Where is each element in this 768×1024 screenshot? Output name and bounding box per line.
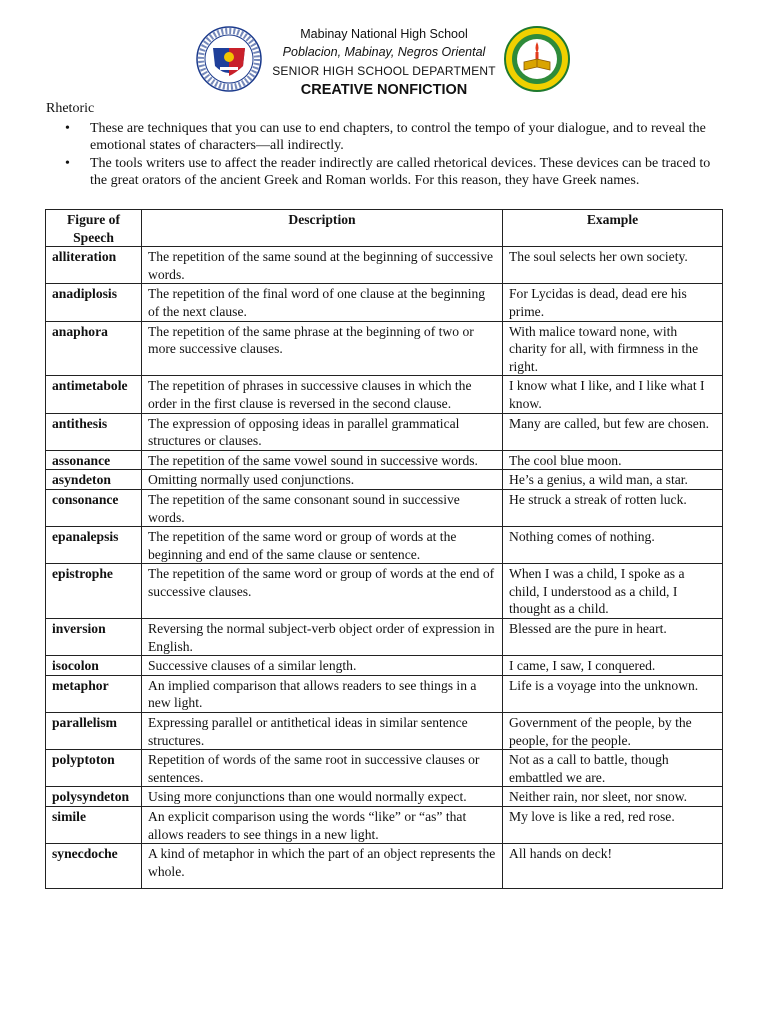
table-row: [46, 807, 723, 844]
figure-term: antithesis: [46, 413, 142, 450]
figure-example: Many are called, but few are chosen.: [503, 413, 723, 450]
table-row: [46, 321, 723, 376]
table-row: [46, 787, 723, 807]
figure-description: The repetition of the same phrase at the beginning of two or more successive clauses.: [142, 321, 503, 376]
table-row: [46, 376, 723, 413]
table-row: [46, 489, 723, 526]
figure-example: Not as a call to battle, though embattled we are.: [503, 750, 723, 787]
figure-description: Successive clauses of a similar length.: [142, 656, 503, 676]
figure-example: For Lycidas is dead, dead ere his prime.: [503, 284, 723, 321]
figure-example: I know what I like, and I like what I know.: [503, 376, 723, 413]
table-row: [46, 450, 723, 470]
figure-term: synecdoche: [46, 844, 142, 889]
figure-example: All hands on deck!: [503, 844, 723, 889]
figure-example: He struck a streak of rotten luck.: [503, 489, 723, 526]
figure-example: Life is a voyage into the unknown.: [503, 675, 723, 712]
table-row: [46, 656, 723, 676]
figure-example: Nothing comes of nothing.: [503, 527, 723, 564]
figure-description: An implied comparison that allows readers to see things in a new light.: [142, 675, 503, 712]
figure-description: The repetition of the same word or group of words at the beginning and end of the same clause or sentence.: [142, 527, 503, 564]
figure-example: Neither rain, nor sleet, nor snow.: [503, 787, 723, 807]
figure-description: The repetition of the final word of one clause at the beginning of the next clause.: [142, 284, 503, 321]
figure-example: The cool blue moon.: [503, 450, 723, 470]
school-name: Mabinay National High School: [300, 27, 468, 41]
table-row: [46, 470, 723, 490]
figure-description: The repetition of the same word or group of words at the end of successive clauses.: [142, 564, 503, 619]
figure-example: When I was a child, I spoke as a child, I understood as a child, I thought as a child.: [503, 564, 723, 619]
table-row: [46, 844, 723, 889]
figure-example: With malice toward none, with charity for all, with firmness in the right.: [503, 321, 723, 376]
column-header-description: Description: [142, 210, 503, 247]
figure-description: The repetition of phrases in successive clauses in which the order in the first clause is reversed in the second clause.: [142, 376, 503, 413]
table-row: [46, 527, 723, 564]
bullet-item: [62, 155, 722, 190]
figure-description: Repetition of words of the same root in successive clauses or sentences.: [142, 750, 503, 787]
bullet-list: [62, 120, 722, 190]
figure-example: Government of the people, by the people, for the people.: [503, 713, 723, 750]
figures-of-speech-table: [45, 209, 723, 889]
figure-term: asyndeton: [46, 470, 142, 490]
bullet-dot-icon: •: [65, 121, 70, 136]
table-row: [46, 713, 723, 750]
subject-title: CREATIVE NONFICTION: [300, 82, 468, 98]
document-header: [0, 22, 768, 112]
table-row: [46, 247, 723, 284]
figure-example: The soul selects her own society.: [503, 247, 723, 284]
section-title: Rhetoric: [46, 101, 95, 116]
school-address: Poblacion, Mabinay, Negros Oriental: [282, 45, 486, 59]
bullet-item: [62, 120, 722, 155]
column-header-figure: Figure of Speech: [46, 210, 142, 247]
table-row: [46, 619, 723, 656]
table-row: [46, 413, 723, 450]
figure-description: The repetition of the same sound at the beginning of successive words.: [142, 247, 503, 284]
figure-term: polysyndeton: [46, 787, 142, 807]
bullet-dot-icon: •: [65, 155, 70, 171]
figure-term: polyptoton: [46, 750, 142, 787]
figure-term: metaphor: [46, 675, 142, 712]
figure-term: alliteration: [46, 247, 142, 284]
figure-description: The expression of opposing ideas in parallel grammatical structures or clauses.: [142, 413, 503, 450]
bullet-text: The tools writers use to affect the reader indirectly are called rhetorical devices. These devices can be traced to the great orators of the ancient Greek and Roman worlds. For this reason, they have Greek names.: [90, 155, 711, 189]
figure-example: My love is like a red, red rose.: [503, 807, 723, 844]
figure-description: The repetition of the same consonant sound in successive words.: [142, 489, 503, 526]
figure-description: Reversing the normal subject-verb object order of expression in English.: [142, 619, 503, 656]
figure-term: epistrophe: [46, 564, 142, 619]
bullet-text: These are techniques that you can use to end chapters, to control the tempo of your dialogue, and to reveal the emotional states of characters—all indirectly.: [90, 121, 706, 154]
column-header-example: Example: [503, 210, 723, 247]
figure-term: isocolon: [46, 656, 142, 676]
figure-description: A kind of metaphor in which the part of an object represents the whole.: [142, 844, 503, 889]
figure-term: inversion: [46, 619, 142, 656]
figure-term: simile: [46, 807, 142, 844]
figure-term: epanalepsis: [46, 527, 142, 564]
table-header-row: [46, 210, 723, 247]
table-row: [46, 564, 723, 619]
figure-term: consonance: [46, 489, 142, 526]
figure-term: parallelism: [46, 713, 142, 750]
figure-description: Omitting normally used conjunctions.: [142, 470, 503, 490]
table-row: [46, 675, 723, 712]
figure-description: The repetition of the same vowel sound in successive words.: [142, 450, 503, 470]
figure-description: An explicit comparison using the words “like” or “as” that allows readers to see things in a new light.: [142, 807, 503, 844]
table-row: [46, 750, 723, 787]
figure-example: He’s a genius, a wild man, a star.: [503, 470, 723, 490]
figure-term: assonance: [46, 450, 142, 470]
figure-description: Using more conjunctions than one would normally expect.: [142, 787, 503, 807]
figure-example: I came, I saw, I conquered.: [503, 656, 723, 676]
figure-description: Expressing parallel or antithetical ideas in similar sentence structures.: [142, 713, 503, 750]
department-name: SENIOR HIGH SCHOOL DEPARTMENT: [272, 64, 496, 78]
figure-example: Blessed are the pure in heart.: [503, 619, 723, 656]
figure-term: anaphora: [46, 321, 142, 376]
table-row: [46, 284, 723, 321]
figure-term: antimetabole: [46, 376, 142, 413]
figure-term: anadiplosis: [46, 284, 142, 321]
